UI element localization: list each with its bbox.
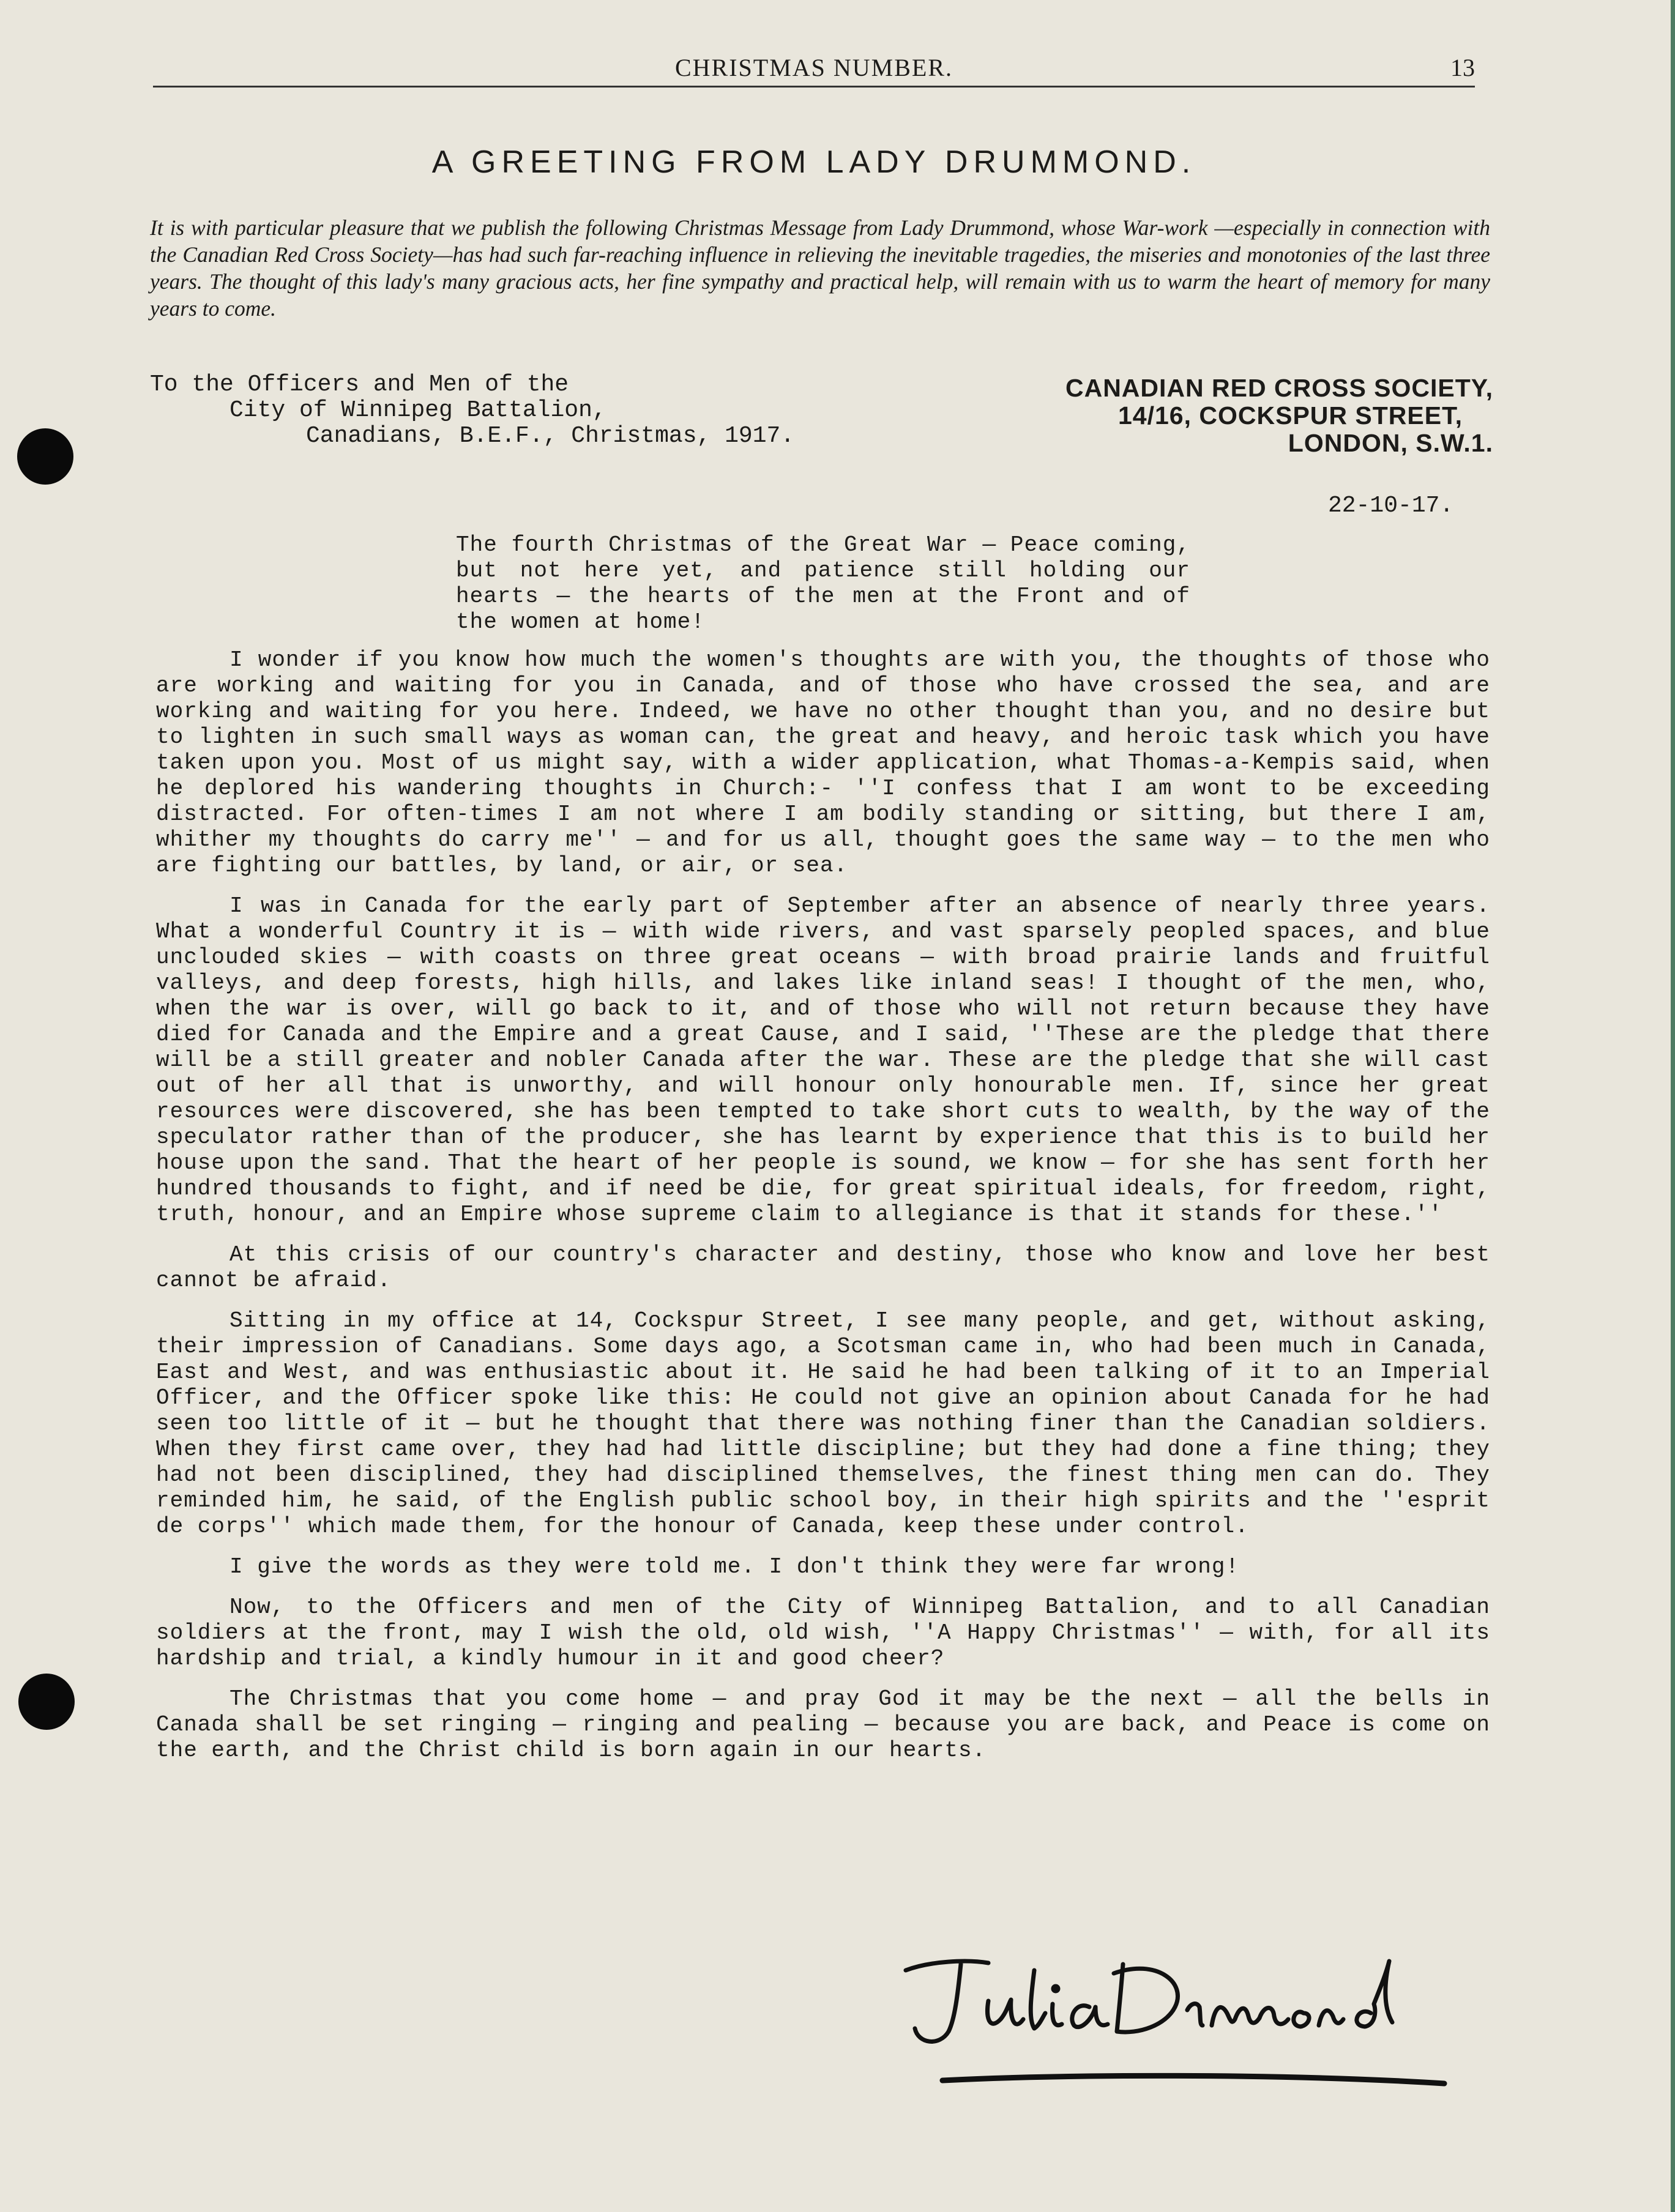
letter-paragraph-7: The Christmas that you come home — and pray God it may be the next — all the bells in Canada shall be set ringing — ringing and pealing — because you are back, and Peace is come on the earth, and the Christ child is born again in our hearts. bbox=[156, 1686, 1490, 1763]
page-number: 13 bbox=[1450, 53, 1475, 81]
editorial-intro: It is with particular pleasure that we publish the following Christmas Message from Lady Drummond, whose War-work —especially in connection with the Canadian Red Cross Society—has had such far-reaching influence in relieving the inevitable tragedies, the miseries and monotonies of the last three years. The thought of this lady's many gracious acts, her fine sympathy and practical help, will remain with us to warm the heart of memory for many years to come. bbox=[150, 215, 1490, 321]
letter-paragraph-1: I wonder if you know how much the women's thoughts are with you, the thoughts of those who are working and waiting for you in Canada, and of those who have crossed the sea, and are working and waiting for you here. Indeed, we have no other thought than you, and no desire but to lighten in such small ways as woman can, the great and heavy, and heroic task which you have taken upon you. Most of us might say, with a wider application, what Thomas-a-Kempis said, when he deplored his wandering thoughts in Church:- ''I confess that I am wont to be exceeding distracted. For often-times I am not where I am bodily standing or sitting, but there I am, whither my thoughts do carry me'' — and for us all, thought goes the same way — to the men who are fighting our battles, by land, or air, or sea. bbox=[156, 647, 1490, 878]
running-header bbox=[153, 49, 1475, 88]
letter-paragraph-6: Now, to the Officers and men of the City of Winnipeg Battalion, and to all Canadian soldiers at the front, may I wish the old, old wish, ''A Happy Christmas'' — with, for all its hardship and trial, a kindly humour in it and good cheer? bbox=[156, 1595, 1490, 1671]
opening-stanza: The fourth Christmas of the Great War — Peace coming, but not here yet, and patience still holding our hearts — the hearts of the men at the Front and of the women at home! bbox=[456, 532, 1190, 635]
letter-paragraph-4: Sitting in my office at 14, Cockspur Street, I see many people, and get, without asking, their impression of Canadians. Some days ago, a Scotsman came in, who had been much in Canada, East and West, and was enthusiastic about it. He said he had been talking of it to an Imperial Officer, and the Officer spoke like this: He could not give an opinion about Canada for he had seen too little of it — but he thought that there was nothing finer than the Canadian soldiers. When they first came over, they had had little discipline; but they had done a fine thing; they had not been disciplined, they had disciplined themselves, the finest thing men can do. They reminded him, he said, of the English public school boy, in their high spirits and the ''esprit de corps'' which made them, for the honour of Canada, keep these under control. bbox=[156, 1308, 1490, 1539]
running-title: CHRISTMAS NUMBER. bbox=[674, 53, 953, 81]
letter-paragraph-3: At this crisis of our country's character and destiny, those who know and love her best cannot be afraid. bbox=[156, 1242, 1490, 1293]
sender-line-2: 14/16, COCKSPUR STREET, bbox=[1118, 401, 1463, 430]
recipient-line-1: To the Officers and Men of the bbox=[150, 371, 569, 398]
punch-hole-bottom bbox=[18, 1674, 75, 1730]
recipient-line-3: Canadians, B.E.F., Christmas, 1917. bbox=[306, 423, 795, 449]
letter-paragraph-2: I was in Canada for the early part of September after an absence of nearly three years. What a wonderful Country it is — with wide rivers, and vast sparsely peopled spaces, and blue unclouded skies — with coasts on three great oceans — with broad prairie lands and fruitful valleys, and deep forests, high hills, and lakes like inland seas! I thought of the men, who, when the war is over, will go back to it, and of those who will not return because they have died for Canada and the Empire and a great Cause, and I said, ''These are the pledge that there will be a still greater and nobler Canada after the war. These are the pledge that she will cast out of her all that is unworthy, and will honour only honourable men. If, since her great resources were discovered, she has been tempted to take short cuts to wealth, by the way of the speculator rather than of the producer, she has learnt by experience that this is to build her house upon the sand. That the heart of her people is sound, we know — for she has sent forth her hundred thousands to fight, and if need be die, for great spiritual ideals, for freedom, right, truth, honour, and an Empire whose supreme claim to allegiance is that it stands for these.'' bbox=[156, 893, 1490, 1227]
page-edge bbox=[1671, 0, 1675, 2212]
article-title: A GREETING FROM LADY DRUMMOND. bbox=[431, 144, 1196, 180]
sender-line-1: CANADIAN RED CROSS SOCIETY, bbox=[1065, 374, 1493, 402]
handwritten-signature bbox=[881, 1927, 1493, 2099]
sender-line-3: LONDON, S.W.1. bbox=[1288, 429, 1493, 457]
recipient-address bbox=[150, 372, 794, 449]
sender-address bbox=[875, 374, 1493, 457]
recipient-line-2: City of Winnipeg Battalion, bbox=[229, 397, 606, 423]
letter-date: 22-10-17. bbox=[1328, 493, 1454, 519]
letter-body bbox=[156, 532, 1490, 1778]
punch-hole-top bbox=[17, 428, 73, 485]
letter-paragraph-5: I give the words as they were told me. I don't think they were far wrong! bbox=[229, 1554, 1240, 1579]
